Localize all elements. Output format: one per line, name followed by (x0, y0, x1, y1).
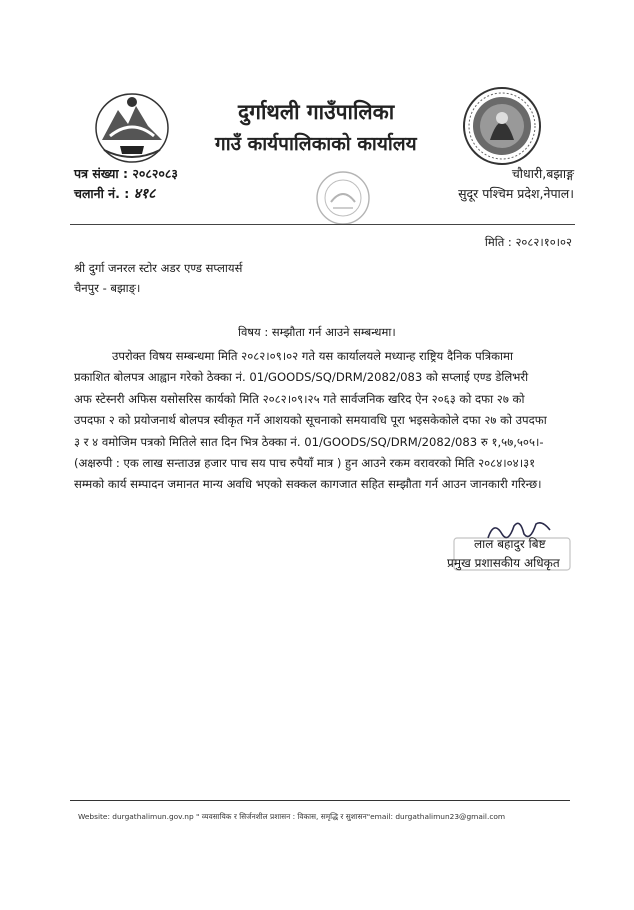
letter-body (74, 346, 560, 496)
recipient-name: श्री दुर्गा जनरल स्टोर अडर एण्ड सप्लायर्स (74, 261, 243, 275)
body-line: अफ स्टेस्नरी अफिस यसोसरिस कार्यको मिति २०८२।०९।२५ गते सार्वजनिक खरिद ऐन २०६३ को दफा २७ को (74, 391, 525, 406)
body-line: (अक्षरुपी : एक लाख सन्ताउन्न हजार पाच सय पाच रुपैयाँ मात्र ) हुन आउने रकम वरावरको मिति २०८४।०४।३१ (74, 456, 536, 471)
signatory-designation: प्रमुख प्रशासकीय अधिकृत (447, 556, 560, 570)
government-emblem-icon (90, 88, 174, 166)
dispatch-number-value: ४१८ (133, 186, 156, 202)
body-line: ३ र ४ वमोजिम पत्रको मितिले सात दिन भित्र ठेक्का नं. 01/GOODS/SQ/DRM/2082/083 रु १,५७,५०५।- (74, 434, 544, 449)
body-line: उपरोक्त विषय सम्बन्धमा मिति २०८२।०९।०२ गते यस कार्यालयले मध्यान्ह राष्ट्रिय दैनिक पत्रिकामा (112, 349, 513, 363)
date-label: मिति : (484, 235, 512, 249)
municipality-name: दुर्गाथली गाउँपालिका (238, 100, 395, 124)
office-place: चौधारी,बझाङ्ग (511, 166, 574, 181)
footer-contact: Website: durgathalimun.gov.np " व्यवसायिक र सिर्जनशील प्रशासन : विकास, समृद्धि र सुशासन"email: durgathalimun23@gmail.com (78, 812, 506, 821)
dispatch-number-label: चलानी नं. : (74, 186, 130, 201)
subject-text: सम्झौता गर्न आउने सम्बन्धमा। (271, 325, 396, 339)
letter-number (74, 165, 178, 182)
municipality-logo-icon (460, 84, 544, 168)
office-name: गाउँ कार्यपालिकाको कार्यालय (215, 133, 417, 155)
subject-label: विषय : (238, 325, 269, 339)
body-line: प्रकाशित बोलपत्र आह्वान गरेको ठेक्का नं. 01/GOODS/SQ/DRM/2082/083 को सप्लाई एण्ड डेलिभरी (74, 370, 529, 385)
subject-line (238, 322, 396, 343)
letter-number-value: २०८२०८३ (132, 166, 178, 181)
body-line: उपदफा २ को प्रयोजनार्थ बोलपत्र स्वीकृत गर्ने आशयको सूचनाको समयावधि पूरा भइसकेकोले दफा २७ को उपदफा (74, 413, 547, 428)
office-stamp-icon (313, 168, 373, 228)
dispatch-number (74, 184, 155, 203)
date-value: २०८२।१०।०२ (515, 235, 572, 249)
letter-date (485, 232, 572, 253)
recipient-address: चैनपुर - बझाङ्। (74, 281, 141, 295)
footer-divider (70, 800, 570, 801)
letter-number-label: पत्र संख्या : (74, 166, 128, 181)
body-line: सम्मको कार्य सम्पादन जमानत मान्य अवधि भएको सक्कल कागजात सहित सम्झौता गर्न आउन जानकारी गरिन्छ। (74, 477, 542, 492)
signatory-name: लाल बहादुर बिष्ट (474, 537, 546, 551)
office-province: सुदूर पश्चिम प्रदेश,नेपाल। (458, 186, 574, 201)
header-divider (70, 224, 575, 225)
